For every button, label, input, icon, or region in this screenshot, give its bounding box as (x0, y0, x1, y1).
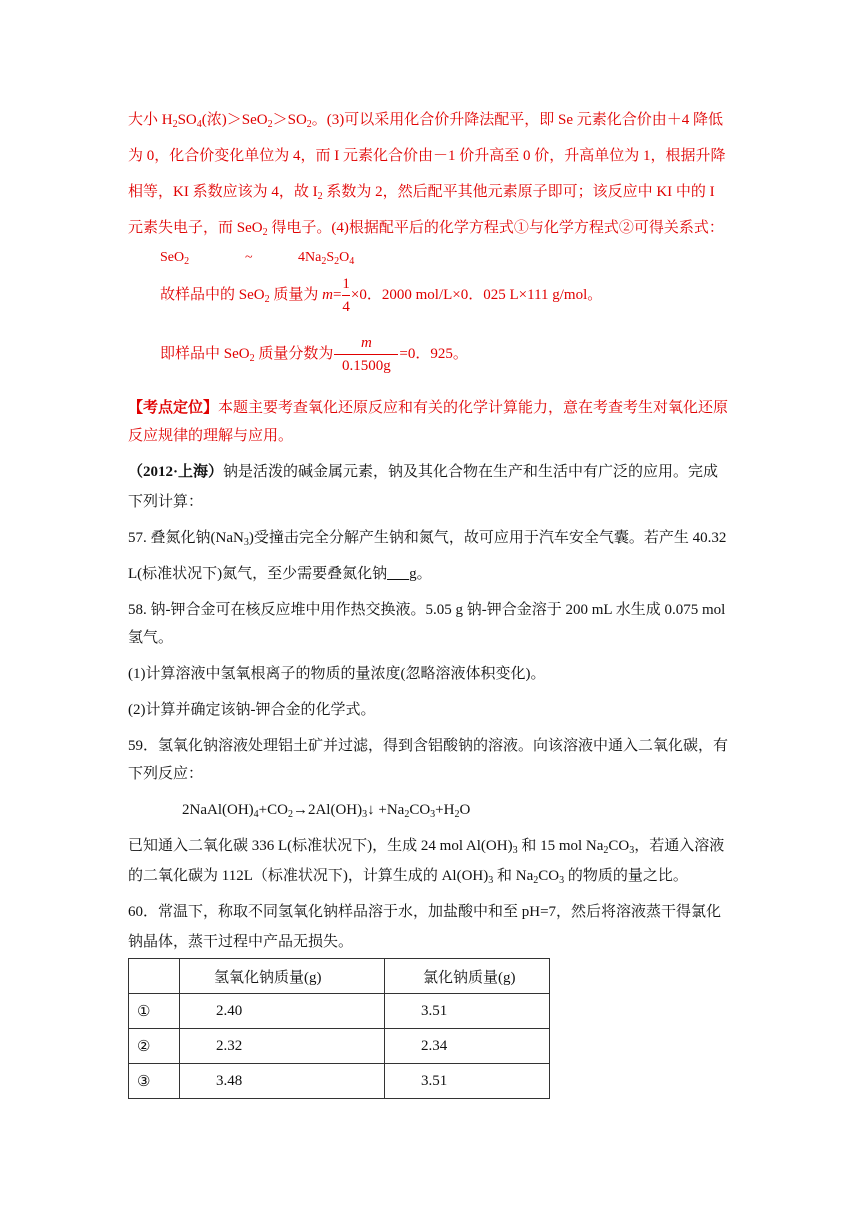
answer-line-3: 相等，KI 系数应该为 4，故 $I_2$ 系数为 2，然后配平其他元素原子即可；该反应中 KI 中的 I (128, 184, 715, 202)
relation-tilde: ~ (245, 250, 253, 265)
mass-fraction: $\frac{m}{0.1500g}$ (334, 333, 398, 376)
answer-blank (387, 565, 409, 580)
relation-left: SeO$_2$ (160, 250, 190, 267)
table-cell: ② (129, 1029, 180, 1064)
q60-line-1: 60．常温下，称取不同氢氧化钠样品溶于水，加盐酸中和至 pH=7，然后将溶液蒸干得氯化 (128, 904, 722, 920)
kaodian-line-2: 反应规律的理解与应用。 (128, 428, 294, 444)
answer-line-1: 大小 $H_2SO_4$(浓)$>SeO_2>SO_2$。(3)可以采用化合价升降法配平，即 Se 元素化合价由＋4 降低 (128, 112, 724, 130)
q58-line-1: 58. 钠-钾合金可在核反应堆中用作热交换液。5.05 g 钠-钾合金溶于 200 mL 水生成 0.075 mol (128, 602, 726, 618)
table-cell: 2.32 (180, 1029, 385, 1064)
answer-line-4: 元素失电子，而 SeO$_2$ 得电子。(4)根据配平后的化学方程式①与化学方程式②可得关系式： (128, 220, 724, 238)
mass-fraction-line: 即样品中 SeO$_2$ 质量分数为 $\frac{m}{0.1500g}$ =0．925。 (160, 335, 468, 375)
table-row (129, 1029, 550, 1064)
q58-sub-1: (1)计算溶液中氢氧根离子的物质的量浓度(忽略溶液体积变化)。 (128, 666, 546, 682)
table-cell: 2.40 (180, 994, 385, 1029)
table-cell: 3.51 (385, 994, 550, 1029)
data-table (128, 958, 550, 1099)
question-intro-1: （2012·上海）钠是活泼的碱金属元素，钠及其化合物在生产和生活中有广泛的应用。完成 (128, 464, 719, 480)
table-cell: 3.48 (180, 1064, 385, 1099)
q57-line-2: L(标准状况下)氮气，至少需要叠氮化钠 g。 (128, 566, 432, 582)
table-header-cell: 氢氧化钠质量(g) (180, 959, 385, 994)
one-quarter-fraction: $\frac{1}{4}$ (342, 276, 350, 316)
table-cell: ① (129, 994, 180, 1029)
question-intro-2: 下列计算： (128, 494, 204, 510)
q59-line-2: 下列反应： (128, 766, 204, 782)
table-header-row (129, 959, 550, 994)
q59-line-3: 已知通入二氧化碳 336 L(标准状况下)，生成 24 mol $Al(OH)_3$ 和 15 mol $Na_2CO_3$，若通入溶液 (128, 838, 725, 856)
table-header-cell (129, 959, 180, 994)
reaction-equation: $2NaAl(OH)_4+CO_2\to 2Al(OH)_3↓ +Na_2CO_3+H_2O$ (182, 802, 471, 820)
table-cell: 3.51 (385, 1064, 550, 1099)
q58-line-2: 氢气。 (128, 630, 174, 646)
q57-line-1: 57. 叠氮化钠(NaN$_3$)受撞击完全分解产生钠和氮气，故可应用于汽车安全气囊。若产生 40.32 (128, 530, 727, 548)
q59-line-1: 59．氢氧化钠溶液处理铝土矿并过滤，得到含铝酸钠的溶液。向该溶液中通入二氧化碳，有 (128, 738, 729, 754)
answer-line-2: 为 0，化合价变化单位为 4，而 I 元素化合价由－1 价升高至 0 价，升高单位为 1，根据升降 (128, 148, 726, 164)
q59-line-4: 的二氧化碳为 112L（标准状况下)，计算生成的 $Al(OH)_3$ 和 $Na_2CO_3$ 的物质的量之比。 (128, 868, 688, 886)
table-header-cell: 氯化钠质量(g) (385, 959, 550, 994)
mass-formula-line: 故样品中的 SeO$_2$ 质量为 m= $\frac{1}{4}$ ×0．2000 mol/L×0．025 L×111 g/mol。 (160, 276, 603, 316)
relation-right: $4Na_2S_2O_4$ (298, 250, 355, 267)
table-cell: ③ (129, 1064, 180, 1099)
table-row (129, 994, 550, 1029)
kaodian-line-1: 【考点定位】本题主要考查氧化还原反应和有关的化学计算能力，意在考查考生对氧化还原 (128, 400, 729, 416)
table-cell: 2.34 (385, 1029, 550, 1064)
q58-sub-2: (2)计算并确定该钠-钾合金的化学式。 (128, 702, 376, 718)
q60-line-2: 钠晶体，蒸干过程中产品无损失。 (128, 934, 354, 950)
table-row (129, 1064, 550, 1099)
